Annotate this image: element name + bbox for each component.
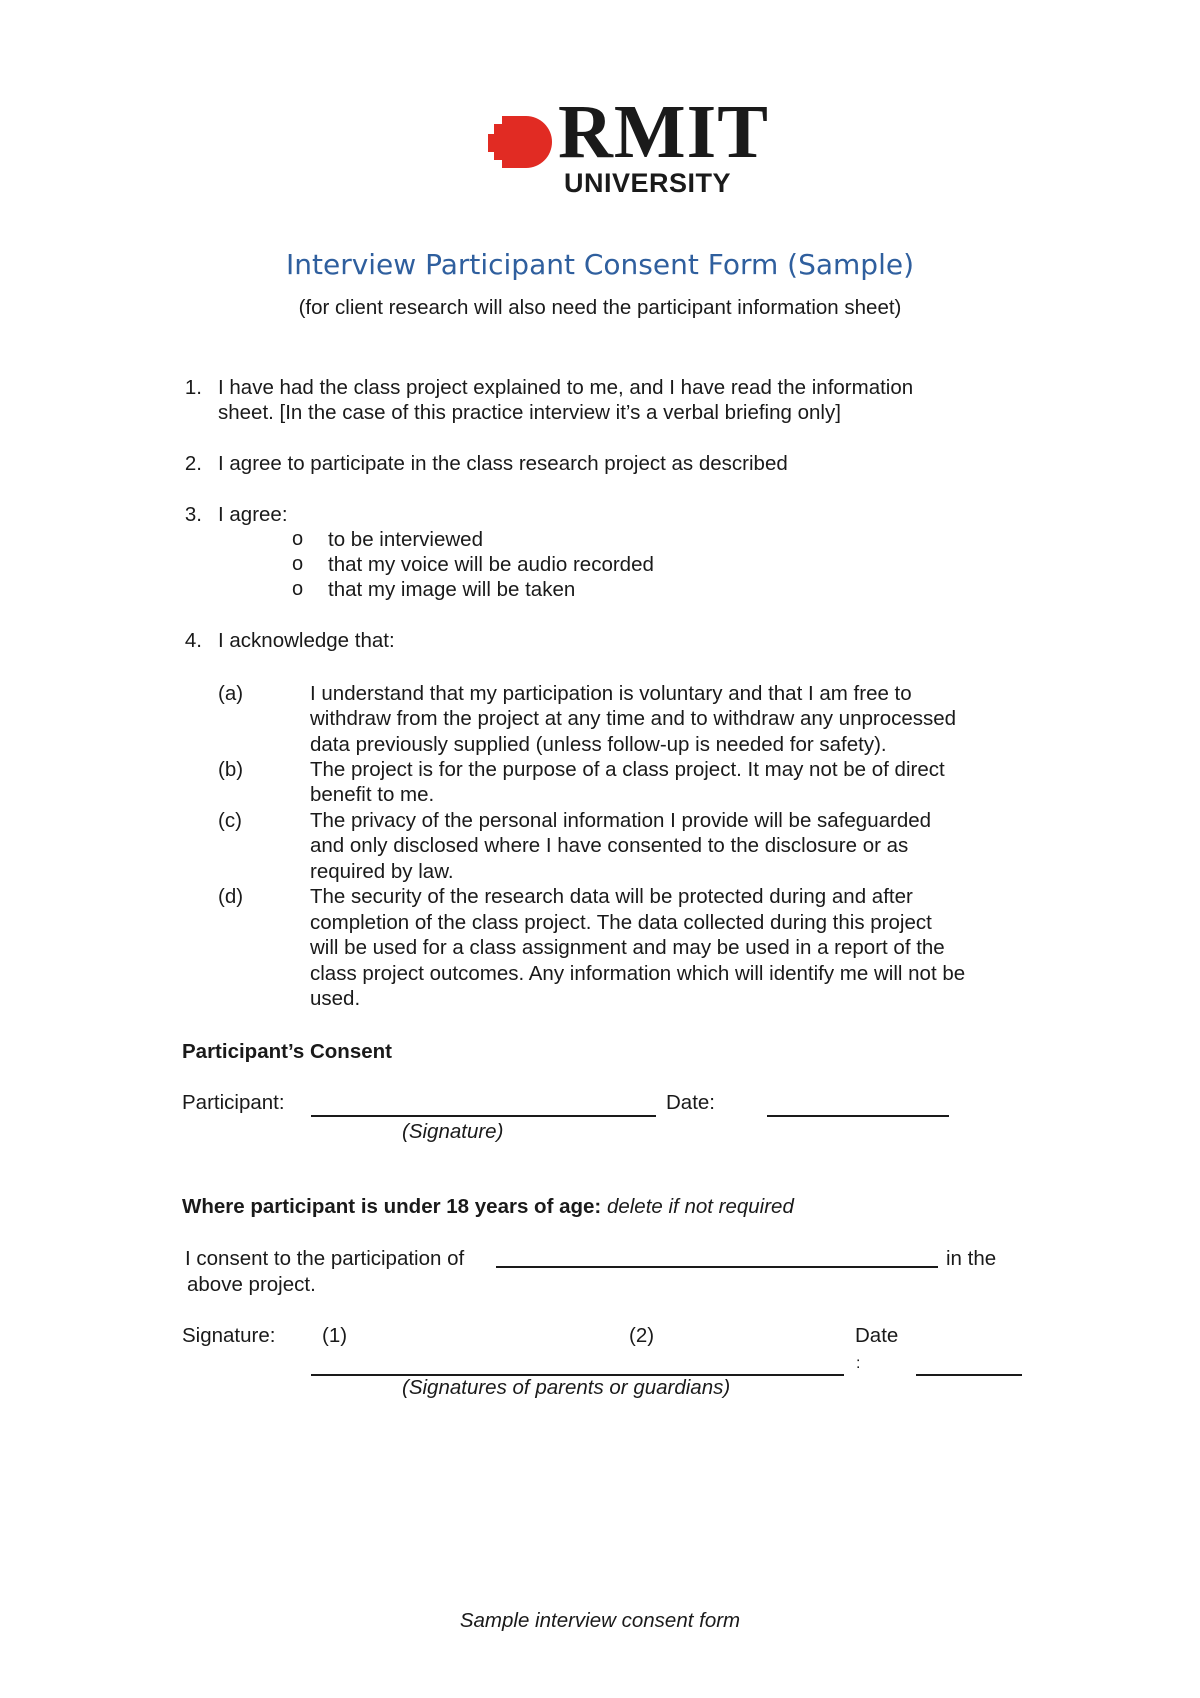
ack-letter: (b) [218,758,244,781]
item-number: 2. [184,452,202,475]
date-label: Date: [666,1091,715,1114]
bullet-icon: o [292,528,304,550]
participant-signature-line[interactable] [311,1115,656,1117]
ack-text: and only disclosed where I have consented to the disclosure or as [310,834,909,857]
guardian-caption: (Signatures of parents or guardians) [402,1376,731,1399]
signature-label: Signature: [182,1324,276,1347]
ack-text: data previously supplied (unless follow-up is needed for safety). [310,733,887,756]
page-title: Interview Participant Consent Form (Sample) [285,248,915,281]
minor-date-label: Date [855,1324,899,1347]
list-item: that my voice will be audio recorded [328,553,654,576]
bullet-icon: o [292,578,304,600]
minor-consent-start: I consent to the participation of [185,1247,465,1270]
list-item: that my image will be taken [328,578,576,601]
date-line[interactable] [767,1115,949,1117]
item-number: 4. [184,629,202,652]
ack-text: I understand that my participation is voluntary and that I am free to [310,682,912,705]
rmit-logo [488,90,769,204]
ack-text: completion of the class project. The data collected during this project [310,911,932,934]
item-text: I agree to participate in the class research project as described [218,452,788,475]
consent-heading: Participant’s Consent [182,1040,392,1063]
minor-consent-line2: above project. [187,1273,316,1296]
item-text: I acknowledge that: [218,629,395,652]
signature-caption: (Signature) [402,1120,504,1143]
item-number: 3. [184,503,202,526]
ack-text: benefit to me. [310,783,435,806]
signature-1-label: (1) [322,1324,348,1347]
page-subtitle: (for client research will also need the participant information sheet) [298,296,902,319]
item-text: I agree: [218,503,288,526]
ack-text: The privacy of the personal information I provide will be safeguarded [310,809,932,832]
signature-2-label: (2) [629,1324,655,1347]
minor-date-line[interactable] [916,1374,1022,1376]
ack-text: required by law. [310,860,454,883]
ack-text: class project outcomes. Any information which will identify me will not be [310,962,966,985]
list-item: to be interviewed [328,528,483,551]
ack-text: will be used for a class assignment and may be used in a report of the [310,936,945,959]
page-footer: Sample interview consent form [459,1609,741,1632]
logo-subtext: UNIVERSITY [564,168,732,198]
minor-date-colon: : [856,1355,861,1372]
ack-text: The security of the research data will be protected during and after [310,885,913,908]
item-text: I have had the class project explained to me, and I have read the information [218,376,914,399]
rmit-pixel-icon [488,108,554,174]
participant-label: Participant: [182,1091,285,1114]
ack-text: The project is for the purpose of a class project. It may not be of direct [310,758,945,781]
item-text: sheet. [In the case of this practice interview it’s a verbal briefing only] [218,401,841,424]
child-name-line[interactable] [496,1266,938,1268]
ack-letter: (c) [218,809,242,832]
minor-note: delete if not required [606,1195,794,1218]
ack-text: used. [310,987,361,1010]
ack-text: withdraw from the project at any time and to withdraw any unprocessed [310,707,957,730]
logo-wordmark: RMIT [558,90,769,174]
bullet-icon: o [292,553,304,575]
ack-letter: (d) [218,885,244,908]
item-number: 1. [184,376,202,399]
ack-letter: (a) [218,682,244,705]
minor-heading-line [182,1194,794,1219]
minor-heading: Where participant is under 18 years of age: [182,1195,602,1218]
minor-consent-end: in the [946,1247,997,1270]
